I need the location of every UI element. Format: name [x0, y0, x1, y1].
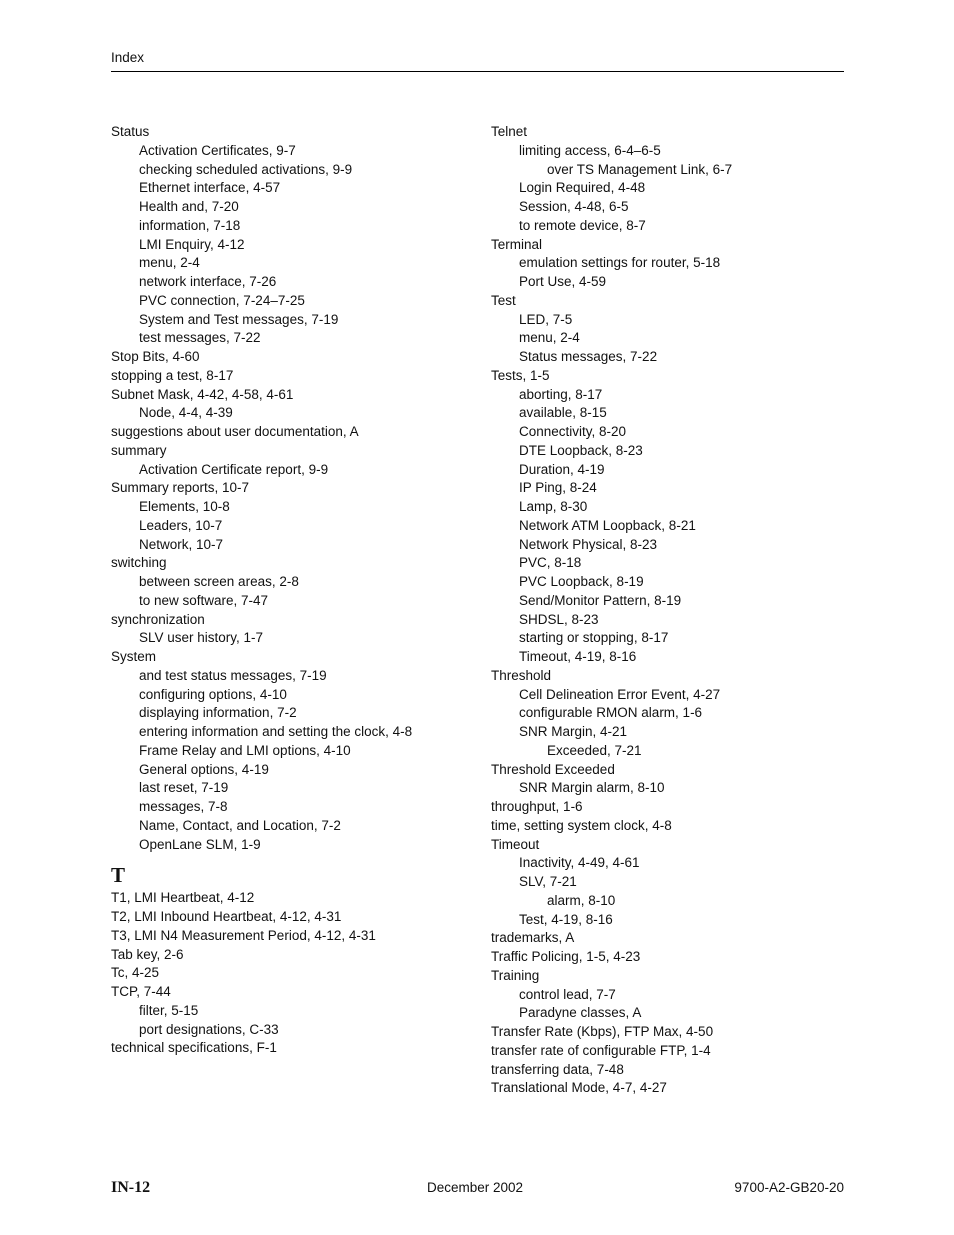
index-subentry: Login Required, 4-48: [519, 180, 646, 196]
index-entry: Transfer Rate (Kbps), FTP Max, 4-50: [491, 1024, 714, 1039]
index-subentry: Inactivity, 4-49, 4-61: [519, 855, 640, 871]
index-subentry: checking scheduled activations, 9-9: [139, 161, 353, 177]
index-entry: switching: [111, 555, 167, 571]
index-entry: Tab key, 2-6: [111, 946, 184, 962]
index-subentry: Network Physical, 8-23: [519, 536, 658, 552]
index-subentry: LMI Enquiry, 4-12: [139, 236, 245, 252]
index-subentry: messages, 7-8: [139, 799, 228, 814]
publication-date: December 2002: [427, 1180, 524, 1195]
index-subentry: SHDSL, 8-23: [519, 611, 599, 627]
header-rule: [111, 71, 844, 72]
index-letter-heading: T: [111, 863, 126, 888]
index-entry: Training: [491, 967, 540, 983]
index-entry: trademarks, A: [491, 930, 575, 946]
index-entry: transferring data, 7-48: [491, 1061, 624, 1077]
index-entry: Translational Mode, 4-7, 4-27: [491, 1080, 667, 1096]
index-subentry: Ethernet interface, 4-57: [139, 180, 281, 196]
index-subentry: port designations, C-33: [139, 1021, 279, 1037]
index-subentry: Cell Delineation Error Event, 4-27: [519, 686, 721, 702]
index-entry: Stop Bits, 4-60: [111, 349, 200, 364]
index-subentry: Session, 4-48, 6-5: [519, 199, 629, 214]
index-subentry: Port Use, 4-59: [519, 274, 607, 289]
index-subentry: Elements, 10-8: [139, 499, 230, 514]
index-entry: Tests, 1-5: [491, 367, 550, 383]
index-entry: Subnet Mask, 4-42, 4-58, 4-61: [111, 386, 294, 402]
index-entry: Tc, 4-25: [111, 965, 160, 981]
index-entry: stopping a test, 8-17: [111, 367, 234, 383]
index-subentry: to remote device, 8-7: [519, 217, 646, 233]
index-subentry: last reset, 7-19: [139, 780, 229, 796]
index-entry: suggestions about user documentation, A: [111, 424, 359, 439]
index-subentry: Send/Monitor Pattern, 8-19: [519, 592, 682, 608]
index-subentry: Network ATM Loopback, 8-21: [519, 517, 696, 533]
index-subentry: Lamp, 8-30: [519, 499, 588, 514]
index-entry: Summary reports, 10-7: [111, 480, 250, 496]
index-subentry: Frame Relay and LMI options, 4-10: [139, 742, 351, 758]
index-entry: time, setting system clock, 4-8: [491, 817, 672, 833]
index-subentry: Activation Certificates, 9-7: [139, 142, 296, 158]
index-subentry: IP Ping, 8-24: [519, 480, 597, 496]
index-subentry: starting or stopping, 8-17: [519, 630, 669, 646]
index-subentry: LED, 7-5: [519, 311, 573, 327]
index-subentry: Network, 10-7: [139, 536, 224, 552]
index-subentry: over TS Management Link, 6-7: [547, 161, 733, 177]
index-subentry: SLV, 7-21: [519, 874, 577, 889]
running-header: Index: [111, 50, 145, 65]
index-subentry: Activation Certificate report, 9-9: [139, 461, 329, 477]
index-subentry: menu, 2-4: [139, 255, 200, 271]
page-number: IN-12: [111, 1179, 151, 1196]
index-subentry: PVC connection, 7-24–7-25: [139, 292, 305, 308]
index-entry: throughput, 1-6: [491, 799, 583, 814]
index-subentry: SLV user history, 1-7: [139, 630, 264, 646]
index-subentry: PVC, 8-18: [519, 555, 582, 571]
index-subentry: Exceeded, 7-21: [547, 742, 642, 758]
index-entry: technical specifications, F-1: [111, 1040, 277, 1056]
index-subentry: network interface, 7-26: [139, 274, 277, 289]
index-entry: transfer rate of configurable FTP, 1-4: [491, 1042, 711, 1058]
index-subentry: SNR Margin alarm, 8-10: [519, 780, 665, 796]
index-subentry: emulation settings for router, 5-18: [519, 255, 721, 271]
index-entry: T3, LMI N4 Measurement Period, 4-12, 4-31: [111, 927, 376, 943]
index-subentry: DTE Loopback, 8-23: [519, 442, 643, 458]
index-subentry: Test, 4-19, 8-16: [519, 911, 613, 927]
index-entry: Terminal: [491, 236, 543, 252]
index-subentry: PVC Loopback, 8-19: [519, 574, 644, 589]
index-subentry: entering information and setting the clock, 4-8: [139, 724, 413, 739]
index-subentry: and test status messages, 7-19: [139, 667, 327, 683]
index-subentry: Paradyne classes, A: [519, 1005, 642, 1021]
index-subentry: Health and, 7-20: [139, 199, 239, 214]
index-subentry: aborting, 8-17: [519, 386, 603, 402]
index-entry: Timeout: [491, 836, 540, 852]
index-entry: System: [111, 649, 157, 664]
index-entry: Telnet: [491, 124, 528, 139]
index-subentry: information, 7-18: [139, 217, 241, 233]
index-entry: T2, LMI Inbound Heartbeat, 4-12, 4-31: [111, 909, 342, 924]
index-subentry: Duration, 4-19: [519, 461, 605, 477]
index-subentry: configuring options, 4-10: [139, 686, 287, 702]
index-entry: Threshold: [491, 667, 552, 683]
index-subentry: Timeout, 4-19, 8-16: [519, 649, 637, 664]
index-subentry: menu, 2-4: [519, 330, 580, 346]
index-entry: Traffic Policing, 1-5, 4-23: [491, 949, 641, 964]
index-subentry: OpenLane SLM, 1-9: [139, 836, 261, 852]
index-subentry: Connectivity, 8-20: [519, 424, 627, 439]
index-subentry: to new software, 7-47: [139, 592, 269, 608]
document-number: 9700-A2-GB20-20: [734, 1180, 844, 1195]
index-entry: T1, LMI Heartbeat, 4-12: [111, 890, 255, 906]
index-subentry: available, 8-15: [519, 405, 607, 421]
index-subentry: System and Test messages, 7-19: [139, 311, 339, 327]
index-entry: Test: [491, 292, 516, 308]
index-subentry: filter, 5-15: [139, 1002, 199, 1018]
index-subentry: test messages, 7-22: [139, 330, 261, 346]
index-subentry: Node, 4-4, 4-39: [139, 405, 233, 421]
index-subentry: alarm, 8-10: [547, 892, 616, 908]
index-subentry: Status messages, 7-22: [519, 349, 658, 364]
index-entry: summary: [111, 442, 167, 458]
index-subentry: configurable RMON alarm, 1-6: [519, 705, 703, 721]
index-entry: TCP, 7-44: [111, 984, 171, 999]
index-subentry: Name, Contact, and Location, 7-2: [139, 817, 341, 833]
index-subentry: SNR Margin, 4-21: [519, 724, 628, 739]
index-subentry: displaying information, 7-2: [139, 705, 297, 721]
index-entry: Threshold Exceeded: [491, 761, 615, 777]
index-subentry: Leaders, 10-7: [139, 517, 223, 533]
index-subentry: limiting access, 6-4–6-5: [519, 142, 661, 158]
index-entry: Status: [111, 124, 150, 139]
index-entry: synchronization: [111, 611, 205, 627]
index-subentry: between screen areas, 2-8: [139, 574, 299, 589]
index-column-right: [491, 123, 851, 1098]
index-column-left: [111, 123, 471, 1058]
index-subentry: control lead, 7-7: [519, 986, 616, 1002]
index-subentry: General options, 4-19: [139, 761, 269, 777]
